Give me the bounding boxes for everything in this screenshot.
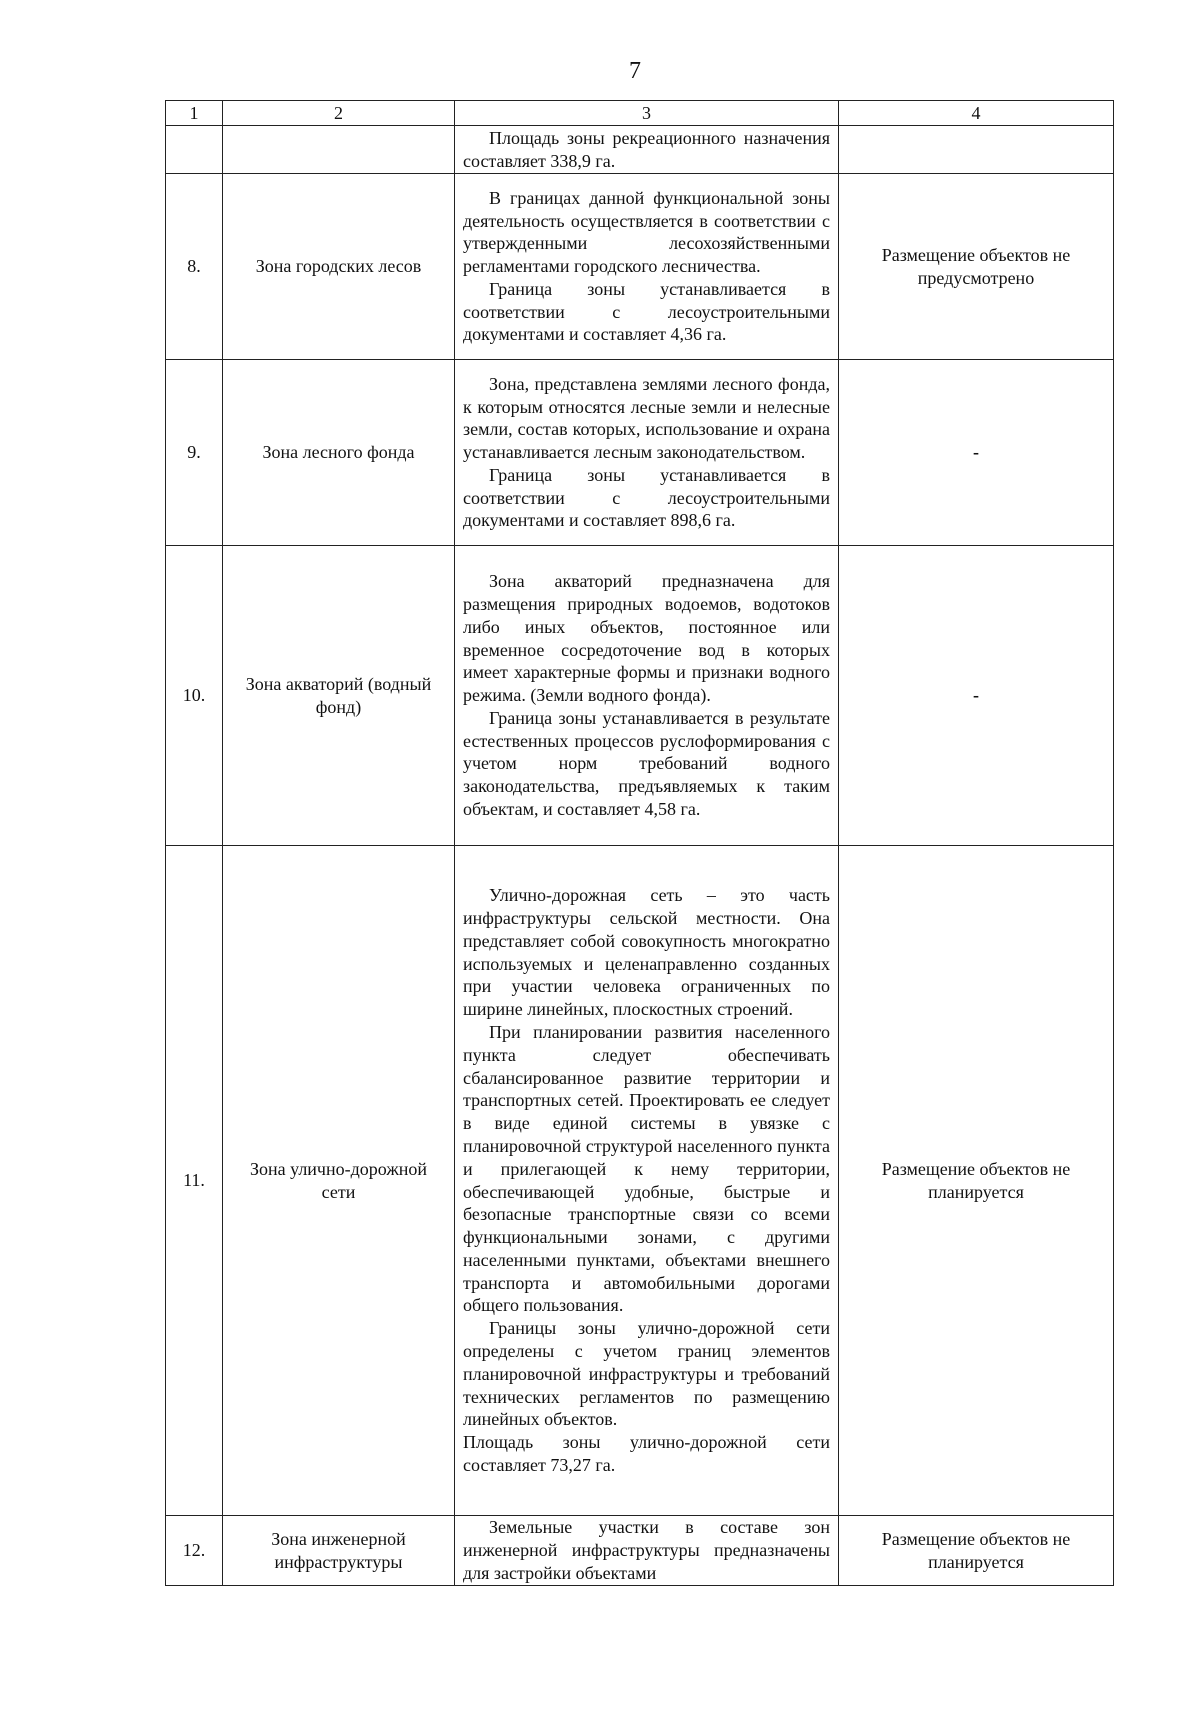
zone-description	[455, 846, 839, 1516]
table-row	[166, 546, 1114, 846]
row-number: 10.	[166, 546, 223, 846]
placement-note: Размещение объектов не планируется	[839, 846, 1114, 1516]
row-number	[166, 126, 223, 174]
description-paragraph: Улично-дорожная сеть – это часть инфраструктуры сельской местности. Она представляет собой совокупность многократно используемых и целенаправленно созданных при участии человека ограниченных по ширине линейных, плоскостных строений.	[463, 885, 830, 1020]
placement-note: -	[839, 546, 1114, 846]
header-col-1: 1	[166, 101, 223, 126]
zone-description	[455, 546, 839, 846]
zone-description	[455, 174, 839, 360]
description-paragraph: При планировании развития населенного пункта следует обеспечивать сбалансированное развитие территории и транспортных сетей. Проектировать ее следует в виде единой системы в увязке с планировочной структурой населенного пункта и прилегающей к нему территории, обеспечивающей удобные, быстрые и безопасные транспортные связи со всеми функциональными зонами, с другими населенными пунктами, объектами внешнего транспорта и автомобильными дорогами общего пользования.	[463, 1021, 830, 1316]
description-paragraph: В границах данной функциональной зоны деятельность осуществляется в соответствии с утвержденными лесохозяйственными регламентами городского лесничества.	[463, 187, 830, 277]
placement-note: Размещение объектов не планируется	[839, 1516, 1114, 1586]
row-number: 8.	[166, 174, 223, 360]
description-paragraph: Граница зоны устанавливается в соответствии с лесоустроительными документами и составляет 4,36 га.	[463, 278, 830, 345]
description-paragraph: Граница зоны устанавливается в результате естественных процессов руслоформирования с учетом норм требований водного законодательства, предъявляемых к таким объектам, и составляет 4,58 га.	[463, 707, 830, 820]
description-paragraph: Зона, представлена землями лесного фонда, к которым относятся лесные земли и нелесные земли, состав которых, использование и охрана устанавливается лесным законодательством.	[463, 373, 830, 463]
description-paragraph: Граница зоны устанавливается в соответствии с лесоустроительными документами и составляет 898,6 га.	[463, 464, 830, 531]
description-paragraph: Границы зоны улично-дорожной сети определены с учетом границ элементов планировочной инфраструктуры и требований технических регламентов по размещению линейных объектов.	[463, 1318, 830, 1430]
row-number: 12.	[166, 1516, 223, 1586]
zone-description	[455, 1516, 839, 1586]
row-number: 11.	[166, 846, 223, 1516]
zone-description	[455, 360, 839, 546]
placement-note	[839, 126, 1114, 174]
header-col-2: 2	[223, 101, 455, 126]
description-paragraph: Площадь зоны улично-дорожной сети составляет 73,27 га.	[463, 1432, 830, 1476]
table-row	[166, 360, 1114, 546]
zone-description	[455, 126, 839, 174]
description-paragraph: Зона акваторий предназначена для размещения природных водоемов, водотоков либо иных объектов, постоянное или временное сосредоточение вод в которых имеет характерные формы и признаки водного режима. (Земли водного фонда).	[463, 571, 830, 706]
table-header-row	[166, 101, 1114, 126]
table-row	[166, 846, 1114, 1516]
header-col-3: 3	[455, 101, 839, 126]
header-col-4: 4	[839, 101, 1114, 126]
zone-name: Зона городских лесов	[223, 174, 455, 360]
table-row	[166, 174, 1114, 360]
row-number: 9.	[166, 360, 223, 546]
placement-note: Размещение объектов не предусмотрено	[839, 174, 1114, 360]
zone-name: Зона лесного фонда	[223, 360, 455, 546]
description-paragraph: Земельные участки в составе зон инженерной инфраструктуры предназначены для застройки объектами	[463, 1517, 830, 1583]
table-row	[166, 126, 1114, 174]
placement-note: -	[839, 360, 1114, 546]
zone-name: Зона инженерной инфраструктуры	[223, 1516, 455, 1586]
page-number: 7	[629, 58, 641, 84]
zone-name: Зона акваторий (водный фонд)	[223, 546, 455, 846]
table-row	[166, 1516, 1114, 1586]
functional-zones-table	[165, 100, 1114, 1586]
zone-name	[223, 126, 455, 174]
description-paragraph: Площадь зоны рекреационного назначения составляет 338,9 га.	[463, 127, 830, 171]
zone-name: Зона улично-дорожной сети	[223, 846, 455, 1516]
